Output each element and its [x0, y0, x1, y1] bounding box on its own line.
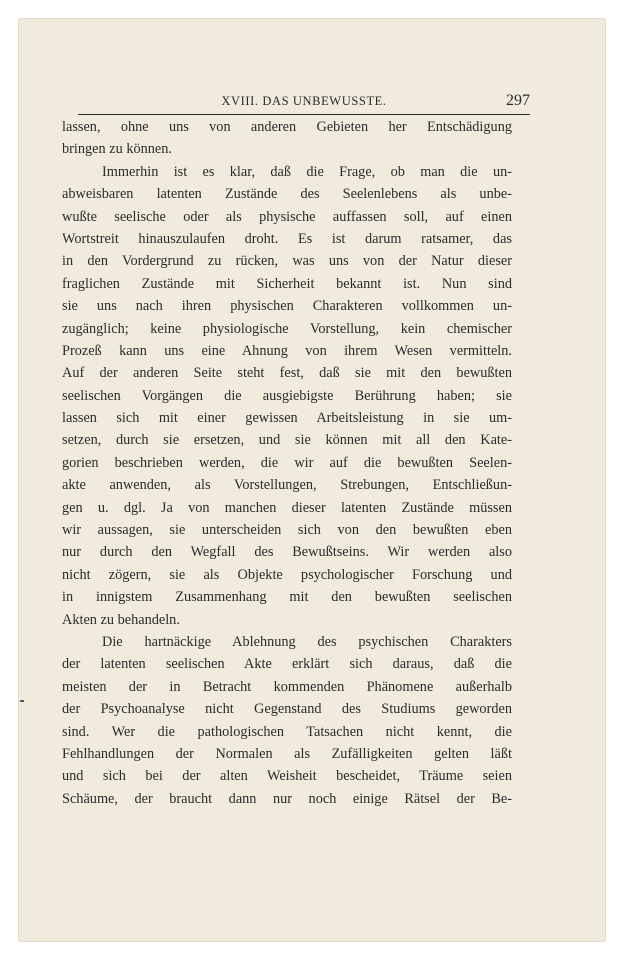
text-line: gorien beschrieben werden, die wir auf die bewußten Seelen-: [62, 454, 512, 471]
text-line: setzen, durch sie ersetzen, und sie können mit all den Kate-: [62, 432, 512, 449]
text-line: nicht zögern, sie als Objekte psychologischer Forschung und: [62, 566, 512, 583]
text-line: Wortstreit hinauszulaufen droht. Es ist darum ratsamer, das: [62, 230, 512, 247]
text-line: Immerhin ist es klar, daß die Frage, ob man die un-: [102, 163, 512, 180]
text-line: fraglichen Zustände mit Sicherheit bekannt ist. Nun sind: [62, 275, 512, 292]
page-header: [78, 92, 530, 115]
text-line: bringen zu können.: [62, 141, 172, 158]
text-line: abweisbaren latenten Zustände des Seelenlebens als unbe-: [62, 186, 512, 203]
text-line: akte anwenden, als Vorstellungen, Strebungen, Entschließun-: [62, 477, 512, 494]
text-line: wir aussagen, sie unterscheiden sich von den bewußten eben: [62, 522, 512, 539]
text-line: meisten der in Betracht kommenden Phänomene außerhalb: [62, 678, 512, 695]
text-line: der latenten seelischen Akte erklärt sich daraus, daß die: [62, 656, 512, 673]
text-line: in innigstem Zusammenhang mit den bewußten seelischen: [62, 589, 512, 606]
text-line: seelischen Vorgängen die ausgiebigste Berührung haben; sie: [62, 387, 512, 404]
margin-mark: [20, 700, 24, 702]
text-line: gen u. dgl. Ja von manchen dieser latenten Zustände müssen: [62, 499, 512, 516]
text-line: Schäume, der braucht dann nur noch einige Rätsel der Be-: [62, 790, 512, 807]
text-line: Prozeß kann uns eine Ahnung von ihrem Wesen vermitteln.: [62, 342, 512, 359]
text-line: und sich bei der alten Weisheit bescheidet, Träume seien: [62, 768, 512, 785]
text-line: Fehlhandlungen der Normalen als Zufälligkeiten gelten läßt: [62, 745, 512, 762]
text-line: lassen sich mit einer gewissen Arbeitsleistung in sie um-: [62, 410, 512, 427]
running-title: XVIII. DAS UNBEWUSSTE.: [221, 94, 387, 108]
text-line: nur durch den Wegfall des Bewußtseins. Wir werden also: [62, 544, 512, 561]
text-line: Akten zu behandeln.: [62, 611, 180, 628]
body-text: [62, 116, 512, 810]
text-line: sind. Wer die pathologischen Tatsachen nicht kennt, die: [62, 723, 512, 740]
text-line: Die hartnäckige Ablehnung des psychischen Charakters: [102, 633, 512, 650]
text-line: Auf der anderen Seite steht fest, daß sie mit den bewußten: [62, 365, 512, 382]
text-line: in den Vordergrund zu rücken, was uns von der Natur dieser: [62, 253, 512, 270]
text-line: zugänglich; keine physiologische Vorstellung, kein chemischer: [62, 320, 512, 337]
text-line: der Psychoanalyse nicht Gegenstand des Studiums geworden: [62, 701, 512, 718]
text-line: lassen, ohne uns von anderen Gebieten her Entschädigung: [62, 119, 512, 135]
text-line: sie uns nach ihren physischen Charakteren vollkommen un-: [62, 298, 512, 315]
text-line: wußte seelische oder als physische auffassen soll, auf einen: [62, 208, 512, 225]
page-number: 297: [506, 92, 530, 109]
